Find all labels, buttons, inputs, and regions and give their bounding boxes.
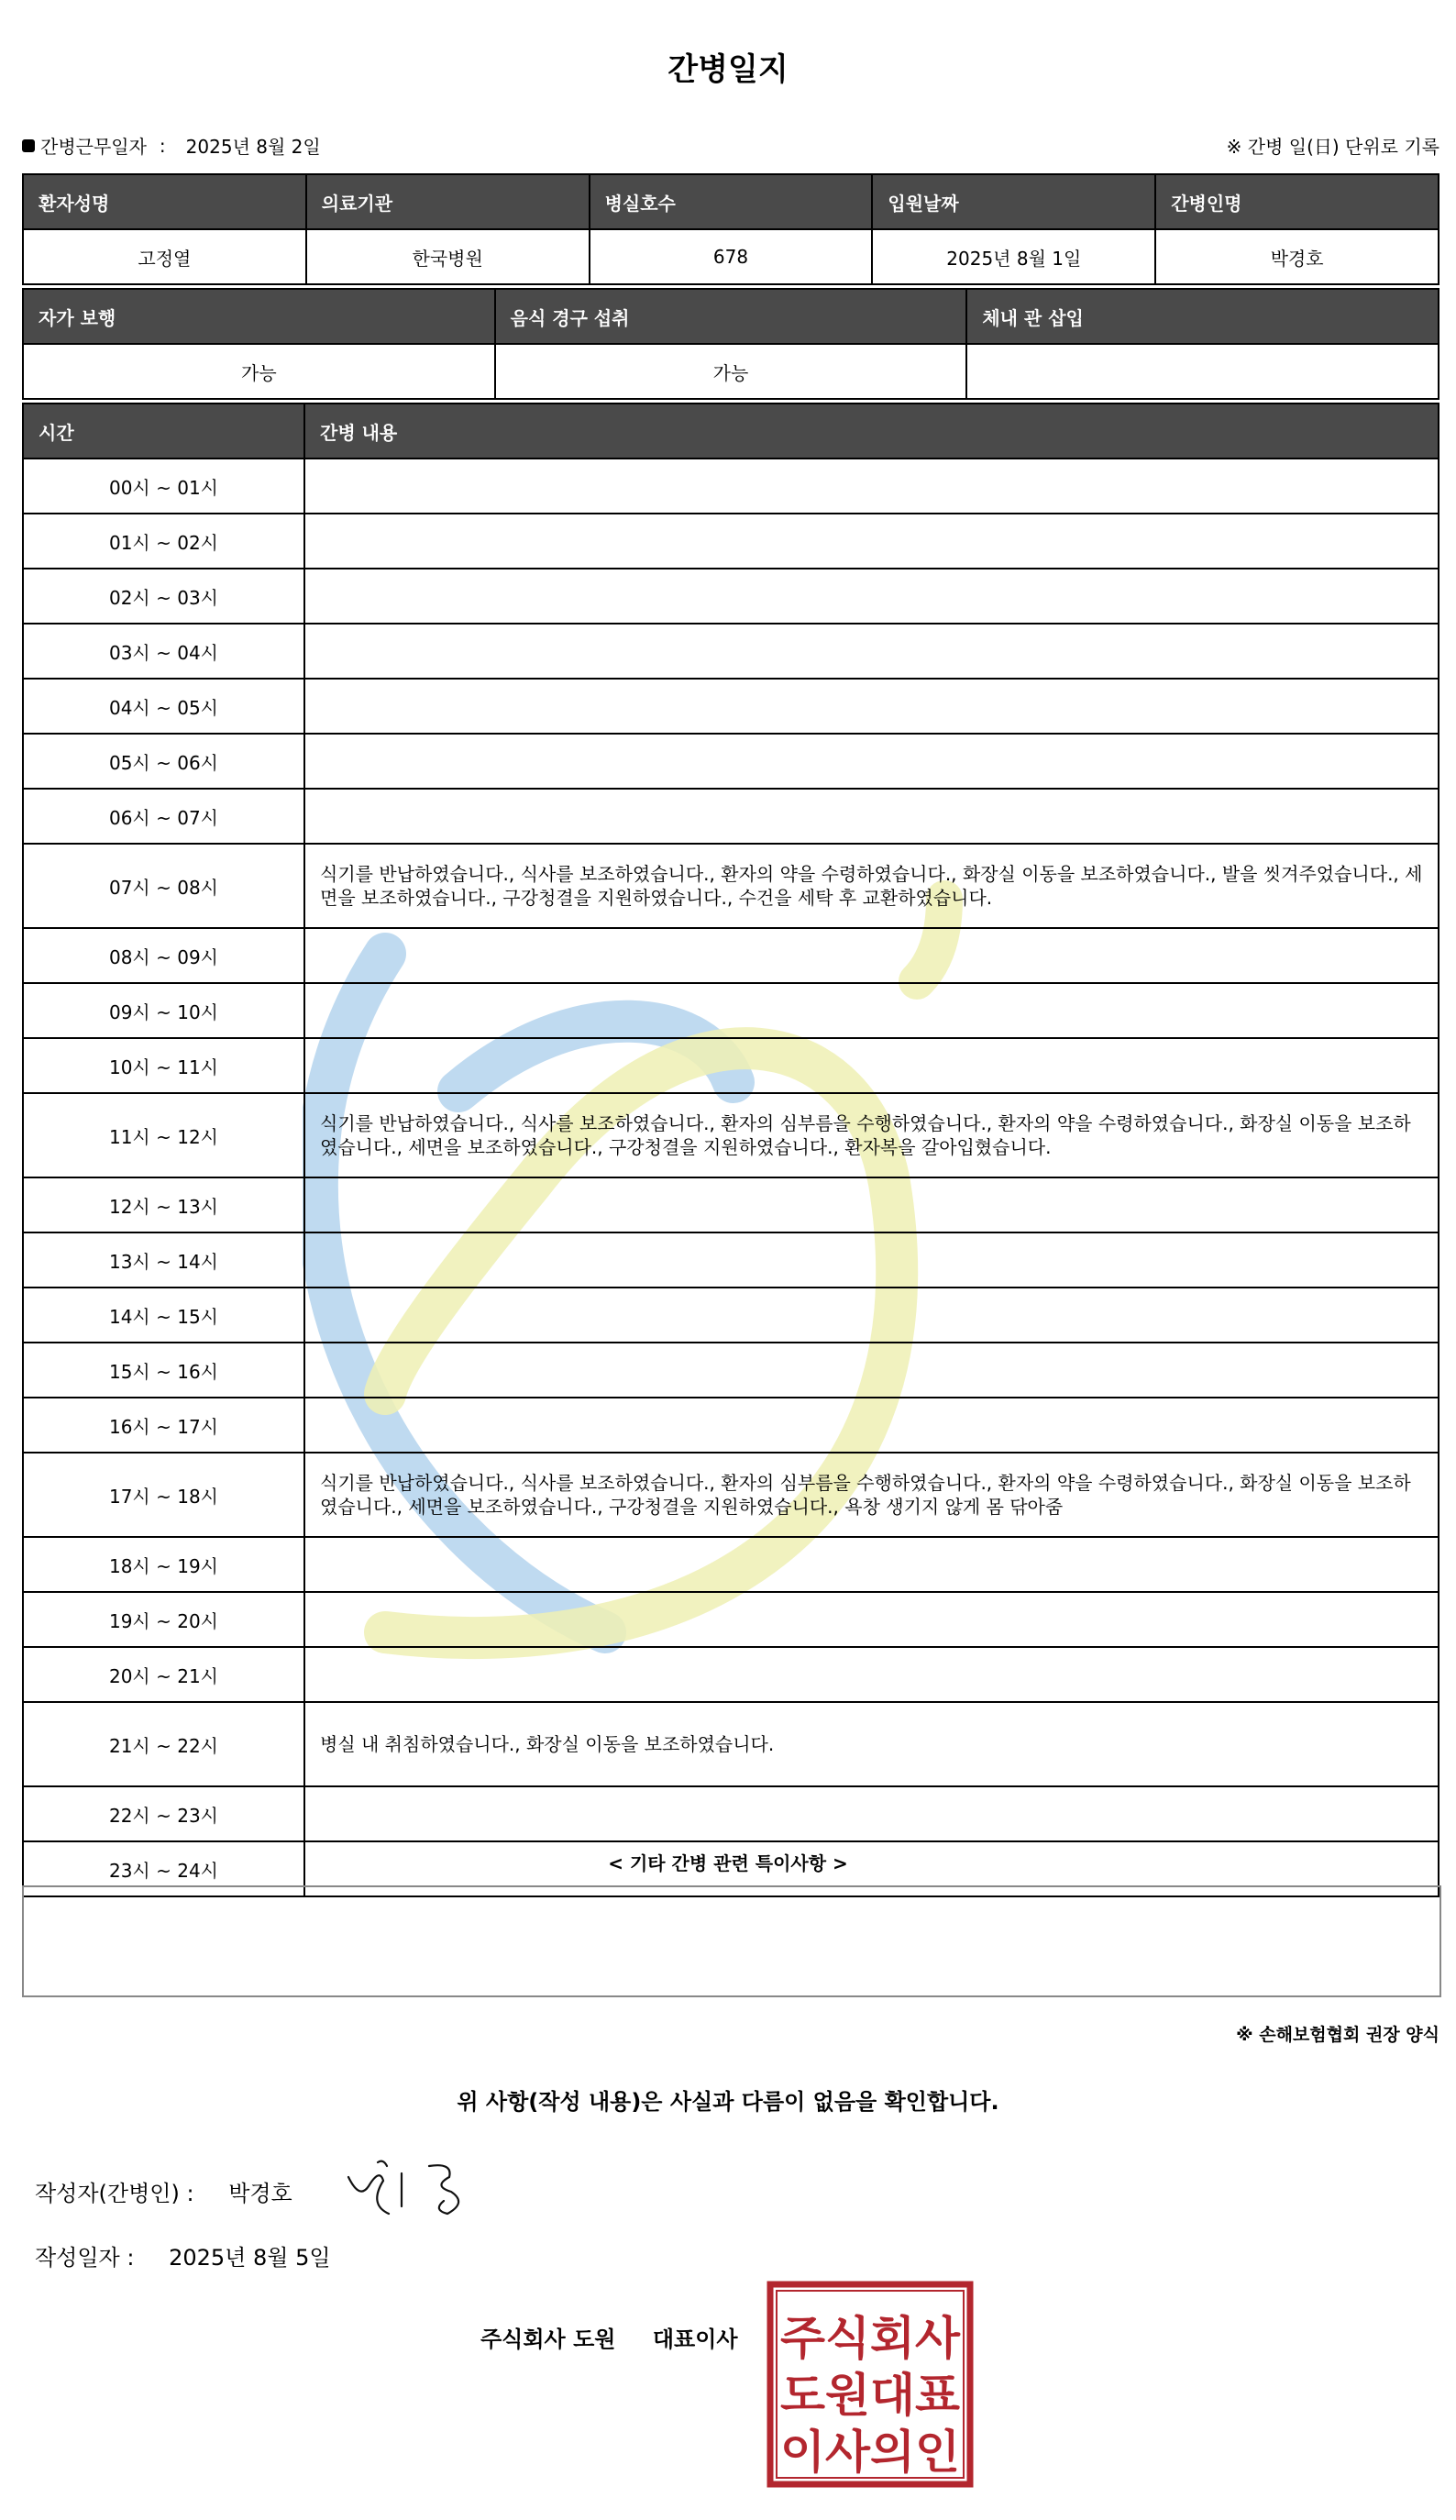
table-row — [23, 1647, 1439, 1702]
company-line — [480, 2321, 738, 2353]
care-content: 식기를 반납하였습니다., 식사를 보조하였습니다., 환자의 심부름을 수행하였습니다., 환자의 약을 수령하였습니다., 화장실 이동을 보조하였습니다., 세면을 보조하였습니다., 구강청결을 지원하였습니다., 환자복을 갈아입혔습니다. — [304, 1093, 1439, 1177]
header-patient-name: 환자성명 — [23, 174, 306, 229]
time-slot: 09시 ~ 10시 — [23, 983, 304, 1038]
time-slot: 02시 ~ 03시 — [23, 569, 304, 624]
hourly-care-log-table — [22, 403, 1439, 1897]
write-date-label: 작성일자 : — [35, 2245, 135, 2271]
time-slot: 20시 ~ 21시 — [23, 1647, 304, 1702]
representative-title: 대표이사 — [652, 2327, 738, 2352]
writer-name: 박경호 — [228, 2181, 292, 2206]
care-content — [304, 1647, 1439, 1702]
recommended-form-note: ※ 손해보험협회 권장 양식 — [1236, 2025, 1439, 2045]
company-name: 주식회사 도원 — [480, 2327, 616, 2352]
table-row — [23, 514, 1439, 569]
table-row — [23, 1786, 1439, 1841]
document-title: 간병일지 — [667, 51, 789, 88]
table-row — [23, 734, 1439, 789]
table-row — [23, 569, 1439, 624]
institution: 한국병원 — [306, 229, 590, 284]
time-slot: 14시 ~ 15시 — [23, 1288, 304, 1343]
care-content — [304, 734, 1439, 789]
time-slot: 04시 ~ 05시 — [23, 679, 304, 734]
table-row — [23, 679, 1439, 734]
table-row — [23, 1453, 1439, 1537]
time-slot: 13시 ~ 14시 — [23, 1232, 304, 1288]
table-row — [23, 624, 1439, 679]
care-content — [304, 1786, 1439, 1841]
record-note: ※ 간병 일(日) 단위로 기록 — [1226, 136, 1439, 158]
special-notes-title: < 기타 간병 관련 특이사항 > — [608, 1852, 848, 1874]
care-content — [304, 624, 1439, 679]
care-content — [304, 679, 1439, 734]
header-self-walking: 자가 보행 — [23, 289, 495, 344]
table-row — [23, 1702, 1439, 1786]
work-date-line — [22, 132, 321, 159]
care-content: 식기를 반납하였습니다., 식사를 보조하였습니다., 환자의 약을 수령하였습니다., 화장실 이동을 보조하였습니다., 발을 씻겨주었습니다., 세면을 보조하였습니다., 구강청결을 지원하였습니다., 수건을 세탁 후 교환하였습니다. — [304, 844, 1439, 928]
care-content — [304, 789, 1439, 844]
care-content — [304, 1537, 1439, 1592]
table-row — [23, 928, 1439, 983]
write-date-value: 2025년 8월 5일 — [169, 2245, 331, 2271]
care-content — [304, 459, 1439, 514]
time-slot: 18시 ~ 19시 — [23, 1537, 304, 1592]
header-time: 시간 — [23, 403, 304, 459]
care-content — [304, 928, 1439, 983]
care-content — [304, 1592, 1439, 1647]
time-slot: 10시 ~ 11시 — [23, 1038, 304, 1093]
work-date-label: 간병근무일자 — [40, 136, 147, 158]
header-oral-intake: 음식 경구 섭취 — [495, 289, 967, 344]
time-slot: 03시 ~ 04시 — [23, 624, 304, 679]
care-content — [304, 1398, 1439, 1453]
work-date-value: 2025년 8월 2일 — [185, 136, 321, 158]
time-slot: 01시 ~ 02시 — [23, 514, 304, 569]
table-row — [23, 1343, 1439, 1398]
company-seal-stamp — [767, 2281, 974, 2488]
table-row — [23, 844, 1439, 928]
time-slot: 11시 ~ 12시 — [23, 1093, 304, 1177]
care-content — [304, 1288, 1439, 1343]
time-slot: 22시 ~ 23시 — [23, 1786, 304, 1841]
care-content — [304, 1232, 1439, 1288]
table-row — [23, 1093, 1439, 1177]
header-care-content: 간병 내용 — [304, 403, 1439, 459]
table-row — [23, 1537, 1439, 1592]
care-content — [304, 569, 1439, 624]
writer-label: 작성자(간병인) : — [35, 2181, 194, 2206]
time-slot: 00시 ~ 01시 — [23, 459, 304, 514]
handwritten-signature — [341, 2150, 479, 2223]
time-slot: 08시 ~ 09시 — [23, 928, 304, 983]
care-content — [304, 514, 1439, 569]
table-row — [23, 1398, 1439, 1453]
write-date-line — [35, 2239, 331, 2271]
confirmation-statement: 위 사항(작성 내용)은 사실과 다름이 없음을 확인합니다. — [457, 2089, 999, 2115]
table-row — [23, 1232, 1439, 1288]
patient-name: 고정열 — [23, 229, 306, 284]
time-slot: 15시 ~ 16시 — [23, 1343, 304, 1398]
svg-text:도원대표: 도원대표 — [780, 2369, 961, 2422]
room-number: 678 — [590, 229, 873, 284]
table-row — [23, 789, 1439, 844]
oral-intake-value: 가능 — [495, 344, 967, 399]
time-slot: 21시 ~ 22시 — [23, 1702, 304, 1786]
care-content — [304, 1038, 1439, 1093]
bullet-square-icon — [22, 139, 35, 152]
caregiver-name: 박경호 — [1155, 229, 1439, 284]
care-content: 병실 내 취침하였습니다., 화장실 이동을 보조하였습니다. — [304, 1702, 1439, 1786]
time-slot: 07시 ~ 08시 — [23, 844, 304, 928]
header-tube-insertion: 체내 관 삽입 — [966, 289, 1439, 344]
care-content — [304, 983, 1439, 1038]
time-slot: 05시 ~ 06시 — [23, 734, 304, 789]
table-row — [23, 1288, 1439, 1343]
header-admission-date: 입원날짜 — [872, 174, 1155, 229]
time-slot: 06시 ~ 07시 — [23, 789, 304, 844]
admission-date: 2025년 8월 1일 — [872, 229, 1155, 284]
colon: : — [159, 134, 166, 157]
svg-text:주식회사: 주식회사 — [780, 2312, 961, 2365]
time-slot: 12시 ~ 13시 — [23, 1177, 304, 1232]
writer-line — [35, 2175, 292, 2207]
time-slot: 23시 ~ 24시 — [23, 1841, 304, 1896]
care-content — [304, 1343, 1439, 1398]
self-walking-value: 가능 — [23, 344, 495, 399]
time-slot: 16시 ~ 17시 — [23, 1398, 304, 1453]
patient-status-table — [22, 288, 1439, 400]
table-row — [23, 1592, 1439, 1647]
time-slot: 19시 ~ 20시 — [23, 1592, 304, 1647]
table-row — [23, 459, 1439, 514]
table-row — [23, 1177, 1439, 1232]
special-notes-box — [22, 1885, 1441, 1997]
svg-text:이사의인: 이사의인 — [780, 2426, 960, 2479]
patient-info-table — [22, 173, 1439, 285]
care-content: 식기를 반납하였습니다., 식사를 보조하였습니다., 환자의 심부름을 수행하였습니다., 환자의 약을 수령하였습니다., 화장실 이동을 보조하였습니다., 세면을 보조하였습니다., 구강청결을 지원하였습니다., 욕창 생기지 않게 몸 닦아줌 — [304, 1453, 1439, 1537]
header-caregiver-name: 간병인명 — [1155, 174, 1439, 229]
tube-insertion-value — [966, 344, 1439, 399]
header-room-number: 병실호수 — [590, 174, 873, 229]
time-slot: 17시 ~ 18시 — [23, 1453, 304, 1537]
table-row — [23, 983, 1439, 1038]
care-content — [304, 1177, 1439, 1232]
table-row — [23, 1038, 1439, 1093]
header-institution: 의료기관 — [306, 174, 590, 229]
